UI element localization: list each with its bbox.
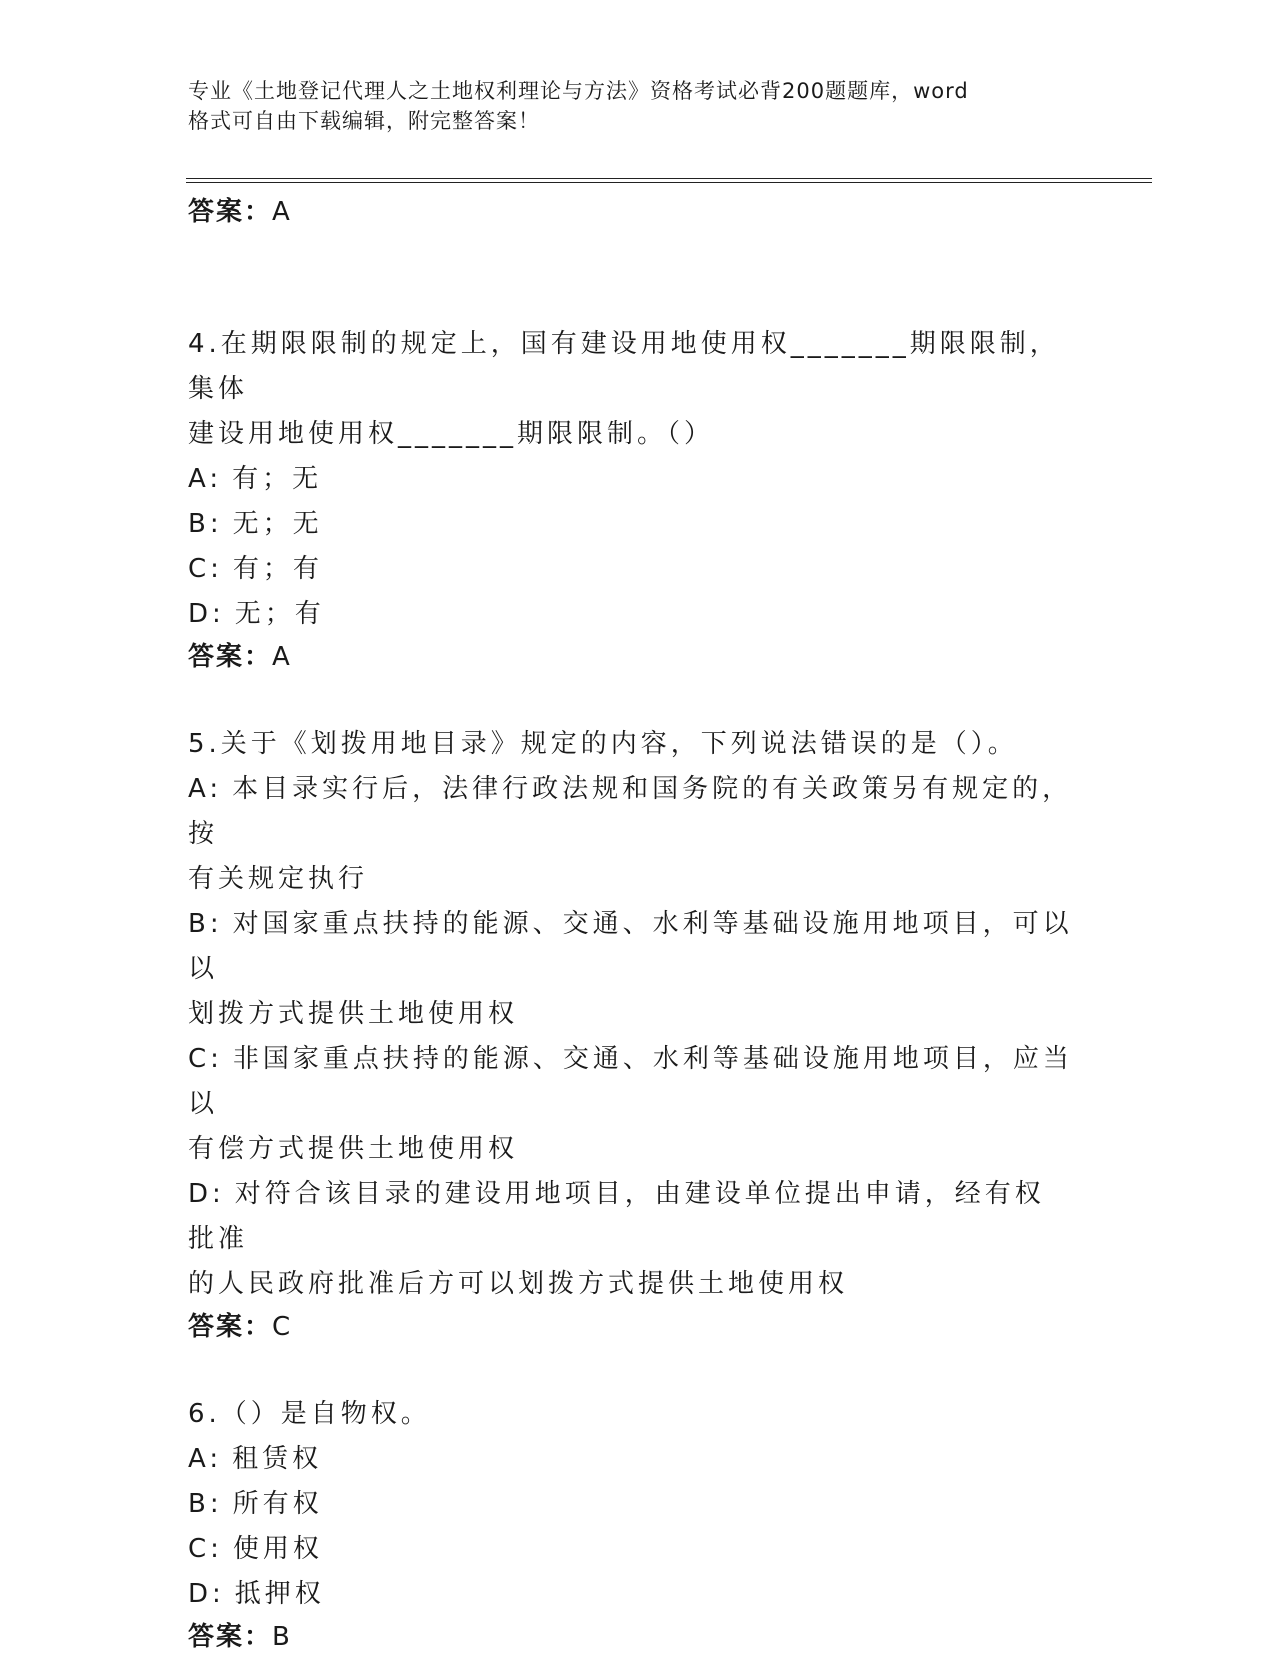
option-b <box>188 902 1073 1037</box>
option-d <box>188 592 1073 637</box>
header-divider <box>186 178 1152 183</box>
answer-label: 答案： <box>188 197 273 227</box>
option-text: 有；有 <box>232 554 323 584</box>
question-text-line: 6.（）是自物权。 <box>188 1399 431 1429</box>
answer-label: 答案： <box>188 642 273 672</box>
question-text-line: 4.在期限限制的规定上，国有建设用地使用权_______期限限制，集体 <box>188 329 1060 404</box>
answer-line <box>188 637 1073 677</box>
option-c <box>188 547 1073 592</box>
option-c <box>188 1037 1073 1172</box>
answer-value: A <box>272 197 292 227</box>
option-text: 的人民政府批准后方可以划拨方式提供土地使用权 <box>188 1269 849 1299</box>
option-tag: D: <box>188 1579 225 1609</box>
header-line-1: 专业《土地登记代理人之土地权利理论与方法》资格考试必背200题题库，word <box>188 79 969 103</box>
answer-line <box>188 192 1073 232</box>
option-tag: D: <box>188 599 225 629</box>
option-a <box>188 767 1073 902</box>
option-text: 使用权 <box>232 1534 323 1564</box>
answer-value: B <box>272 1622 292 1652</box>
option-text: 有关规定执行 <box>188 864 369 894</box>
option-tag: C: <box>188 1044 223 1074</box>
option-a <box>188 457 1073 502</box>
header-line-2: 格式可自由下载编辑，附完整答案！ <box>188 109 540 133</box>
question-6 <box>188 1392 1073 1437</box>
option-text: 无；无 <box>232 509 323 539</box>
spacer <box>188 232 1073 277</box>
option-a <box>188 1437 1073 1482</box>
option-tag: B: <box>188 1489 223 1519</box>
option-tag: A: <box>188 774 223 804</box>
question-text-line: 5.关于《划拨用地目录》规定的内容，下列说法错误的是（）。 <box>188 729 1018 759</box>
answer-value: C <box>272 1312 293 1342</box>
answer-label: 答案： <box>188 1312 273 1342</box>
option-tag: B: <box>188 909 223 939</box>
answer-value: A <box>272 642 292 672</box>
option-d <box>188 1172 1073 1307</box>
option-text: 有；无 <box>232 464 323 494</box>
option-b <box>188 502 1073 547</box>
option-tag: D: <box>188 1179 225 1209</box>
option-b <box>188 1482 1073 1527</box>
spacer <box>188 1347 1073 1392</box>
question-list <box>188 192 1073 1657</box>
option-d <box>188 1572 1073 1617</box>
option-tag: C: <box>188 1534 223 1564</box>
spacer <box>188 277 1073 322</box>
option-tag: B: <box>188 509 223 539</box>
option-text: 划拨方式提供土地使用权 <box>188 999 519 1029</box>
spacer <box>188 677 1073 722</box>
answer-line <box>188 1307 1073 1347</box>
option-text: 本目录实行后，法律行政法规和国务院的有关政策另有规定的，按 <box>188 774 1073 849</box>
option-text: 抵押权 <box>234 1579 325 1609</box>
option-c <box>188 1527 1073 1572</box>
option-text: 有偿方式提供土地使用权 <box>188 1134 519 1164</box>
question-5 <box>188 722 1073 767</box>
option-text: 无；有 <box>234 599 325 629</box>
option-tag: A: <box>188 464 223 494</box>
answer-label: 答案： <box>188 1622 273 1652</box>
question-4 <box>188 322 1073 457</box>
option-text: 所有权 <box>232 1489 323 1519</box>
option-tag: A: <box>188 1444 223 1474</box>
option-tag: C: <box>188 554 223 584</box>
question-text-line: 建设用地使用权_______期限限制。（） <box>188 419 715 449</box>
answer-line <box>188 1617 1073 1657</box>
option-text: 对国家重点扶持的能源、交通、水利等基础设施用地项目，可以以 <box>188 909 1073 984</box>
option-text: 对符合该目录的建设用地项目，由建设单位提出申请，经有权批准 <box>188 1179 1045 1254</box>
option-text: 非国家重点扶持的能源、交通、水利等基础设施用地项目，应当以 <box>188 1044 1073 1119</box>
option-text: 租赁权 <box>232 1444 323 1474</box>
page-header <box>188 76 1068 136</box>
